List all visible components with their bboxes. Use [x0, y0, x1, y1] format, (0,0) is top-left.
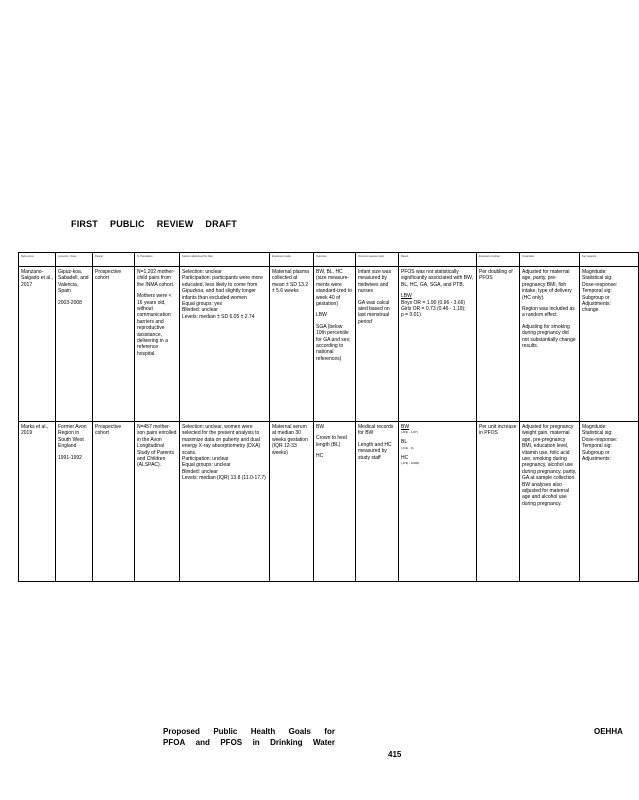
location-cell: [56, 267, 93, 422]
cell-text: Prospective cohort: [95, 424, 122, 437]
table-row: [19, 267, 639, 422]
header-cell: Factors addressed for bias: [180, 253, 270, 267]
cell-text: Statistical sig:: [582, 275, 613, 282]
header-cell: Exposure contrast: [477, 253, 520, 267]
reference-cell: [19, 267, 56, 422]
cell-text: 2003-2008: [58, 299, 82, 306]
cell-text: Per unit increase in PFOS: [479, 424, 517, 437]
draft-word: FIRST: [71, 219, 98, 229]
cell-text: (-8.9) - 1.07): [401, 430, 418, 435]
cell-text: Marks et al., 2019: [21, 424, 49, 437]
draft-word: DRAFT: [205, 219, 237, 229]
header-cell: Outcome assess-ment: [356, 253, 399, 267]
outcome-cell: [314, 422, 356, 582]
result-cell: [399, 267, 477, 422]
cell-text: Prospective cohort: [95, 269, 122, 282]
cell-text: Adjusting for smoking during pregnancy did not substantially change results.: [522, 323, 576, 350]
header-cell: Covariates: [520, 253, 580, 267]
cell-text: Maternal serum at median 30 weeks gestation (IQR 12-33 weeks): [272, 424, 308, 456]
cell-text: Adjusted for pregnancy weight gain, maternal age, pre-pregnancy BMI, education level, vitamin use, folic acid use, smoking during pregnancy, alcohol use during pregnancy, parity, GA at sample collection.: [522, 424, 577, 482]
cell-text: Length and HC measured by study staff: [358, 441, 392, 461]
header-cell: Key aspects: [580, 253, 639, 267]
header-cell: N, Population: [135, 253, 180, 267]
cell-text: LBW: [316, 312, 327, 319]
cell-text: LBW: [401, 293, 412, 300]
cell-text: Statistical sig:: [582, 430, 613, 437]
cell-text: Temporal sig:: [582, 288, 612, 295]
contrast-cell: [477, 267, 520, 422]
study-table: [18, 252, 639, 582]
cell-text: Blinded: unclear: [182, 307, 218, 314]
population-cell: [135, 267, 180, 422]
cell-text: Crown to heel length (BL): [316, 435, 347, 448]
footer-title: [163, 727, 335, 749]
cell-text: BL: [401, 439, 408, 446]
cell-text: Temporal sig:: [582, 443, 612, 450]
bias-cell: [180, 422, 270, 582]
aspects-cell: [580, 267, 639, 422]
footer-word: and: [195, 738, 210, 747]
contrast-cell: [477, 422, 520, 582]
cell-text: HC: [316, 453, 324, 460]
cell-text: Adjustments:: [582, 456, 611, 463]
cell-text: GA was calcul ated based on last menstrual period: [358, 299, 390, 325]
outcome-cell: [314, 267, 356, 422]
footer-word: PFOA: [163, 738, 186, 747]
header-cell: Loca-tion, Years: [56, 253, 93, 267]
table-row: [19, 422, 639, 582]
cell-text: BW: [316, 424, 325, 430]
header-cell: Design: [93, 253, 135, 267]
cell-text: Medical records for BW: [358, 424, 394, 437]
covariates-cell: [520, 422, 580, 582]
location-cell: [56, 422, 93, 582]
footer-word: Goals: [288, 727, 311, 736]
cell-text: PFOS was not statistically significantly associated with BW, BL, HC, GA, SGA, and PTB.: [401, 269, 473, 288]
population-cell: [135, 422, 180, 582]
aspects-cell: [580, 422, 639, 582]
footer-word: for: [324, 727, 335, 736]
cell-text: Boys OR = 1.90 (0.96 - 3.66): [401, 299, 466, 306]
cell-text: Mothers were < 16 years old, without communication barriers and reproductive assistance, delivering in a reference hospital.: [137, 293, 172, 357]
covariates-cell: [520, 267, 580, 422]
cell-text: N=1,202 mother-child pairs from the INMA cohort.: [137, 269, 175, 288]
page-number: 415: [388, 750, 402, 759]
cell-text: Magnitude:: [582, 269, 607, 275]
table-header-row: [19, 253, 639, 267]
draft-word: REVIEW: [156, 219, 194, 229]
assessment-cell: [356, 422, 399, 582]
footer-line: [163, 738, 335, 747]
footer-line: [163, 727, 335, 736]
cell-text: Levels: median (IQR) 13.8 (11.0-17.7): [182, 475, 266, 482]
cell-text: Blinded: unclear: [182, 468, 218, 475]
cell-text: Subgroup or: [582, 294, 610, 301]
cell-text: Former Avon Region in South West England: [58, 424, 87, 450]
footer-word: Water: [313, 738, 335, 747]
draft-header: [71, 219, 237, 229]
cell-text: Levels: median ± SD 6.05 ± 2.74: [182, 313, 255, 320]
design-cell: [93, 422, 135, 582]
cell-text: Manzano-Salgado et al., 2017: [21, 269, 53, 288]
cell-text: Girls OR = 0.73 (0.46 - 1.19);: [401, 306, 466, 313]
cell-text: Adjusted for maternal age, parity, pre-pregnancy BMI, fish intake, type of delivery (HC only).: [522, 269, 572, 301]
result-cell: [399, 422, 477, 582]
header-cell: Result: [399, 253, 477, 267]
cell-text: BW: [401, 424, 410, 430]
cell-text: BW analyses also adjusted for maternal age and alcohol use during pregnancy.: [522, 481, 569, 507]
cell-text: 1991-1992: [58, 454, 82, 461]
cell-text: Per doubling of PFOS: [479, 269, 513, 282]
cell-text: Equal groups: yes: [182, 301, 223, 308]
cell-text: (-0.9) - 0): [401, 445, 414, 450]
cell-text: change: [582, 307, 599, 314]
footer-word: Public: [213, 727, 238, 736]
reference-cell: [19, 422, 56, 582]
exposure-cell: [270, 267, 314, 422]
assessment-cell: [356, 267, 399, 422]
cell-text: Region was included as a random effect.: [522, 306, 575, 319]
cell-text: Equal groups: unclear: [182, 462, 231, 469]
cell-text: Maternal plasma collected at mean ± SD 13.2 ± 5.6 weeks: [272, 269, 309, 295]
cell-text: Selection: unclear: [182, 269, 222, 275]
header-cell: Refe-rence: [19, 253, 56, 267]
cell-text: Magnitude:: [582, 424, 607, 430]
footer-word: Drinking: [270, 738, 303, 747]
exposure-cell: [270, 422, 314, 582]
cell-text: p = 0.01): [401, 312, 421, 319]
cell-text: Infant size was measured by midwives and nurses: [358, 269, 392, 295]
cell-text: BW, BL, HC (size measure-ments were standard-ized to week 40 of gestation): [316, 269, 352, 308]
cell-text: Dose-response:: [582, 281, 618, 288]
header-cell: Outcome: [314, 253, 356, 267]
cell-text: Participation: participants were more educated, less likely to come from Gipuzkoa, and had slightly longer infants than excluded women: [182, 275, 263, 301]
cell-text: N=457 mother-son pairs enrolled in the Avon Longitudinal Study of Parents and Children (ALSPAC).: [137, 424, 177, 469]
design-cell: [93, 267, 135, 422]
footer-word: in: [252, 738, 260, 747]
footer-word: Proposed: [163, 727, 200, 736]
cell-text: Selection: unclear, women were selected for the present analysis to maximize data on puberty and dual energy X-ray absorptiometry (DXA) scans.: [182, 424, 261, 456]
cell-text: SGA (below 10th percentile for GA and sex; according to national references): [316, 323, 351, 362]
draft-word: PUBLIC: [110, 219, 145, 229]
study-table-container: [18, 252, 618, 576]
header-cell: Exposure media: [270, 253, 314, 267]
cell-text: Gipuz-koa, Sabadell, and Valencia, Spain: [58, 269, 89, 295]
footer-agency: OEHHA: [594, 727, 623, 736]
cell-text: Dose-response:: [582, 436, 618, 443]
footer-word: PFOS: [220, 738, 243, 747]
bias-cell: [180, 267, 270, 422]
cell-text: Subgroup or: [582, 449, 610, 456]
cell-text: Adjustments:: [582, 301, 611, 308]
footer-word: Health: [250, 727, 276, 736]
cell-text: Participation: unclear: [182, 456, 229, 463]
cell-text: (-0.9) - 0.002): [401, 461, 420, 466]
cell-text: HC: [401, 454, 409, 461]
